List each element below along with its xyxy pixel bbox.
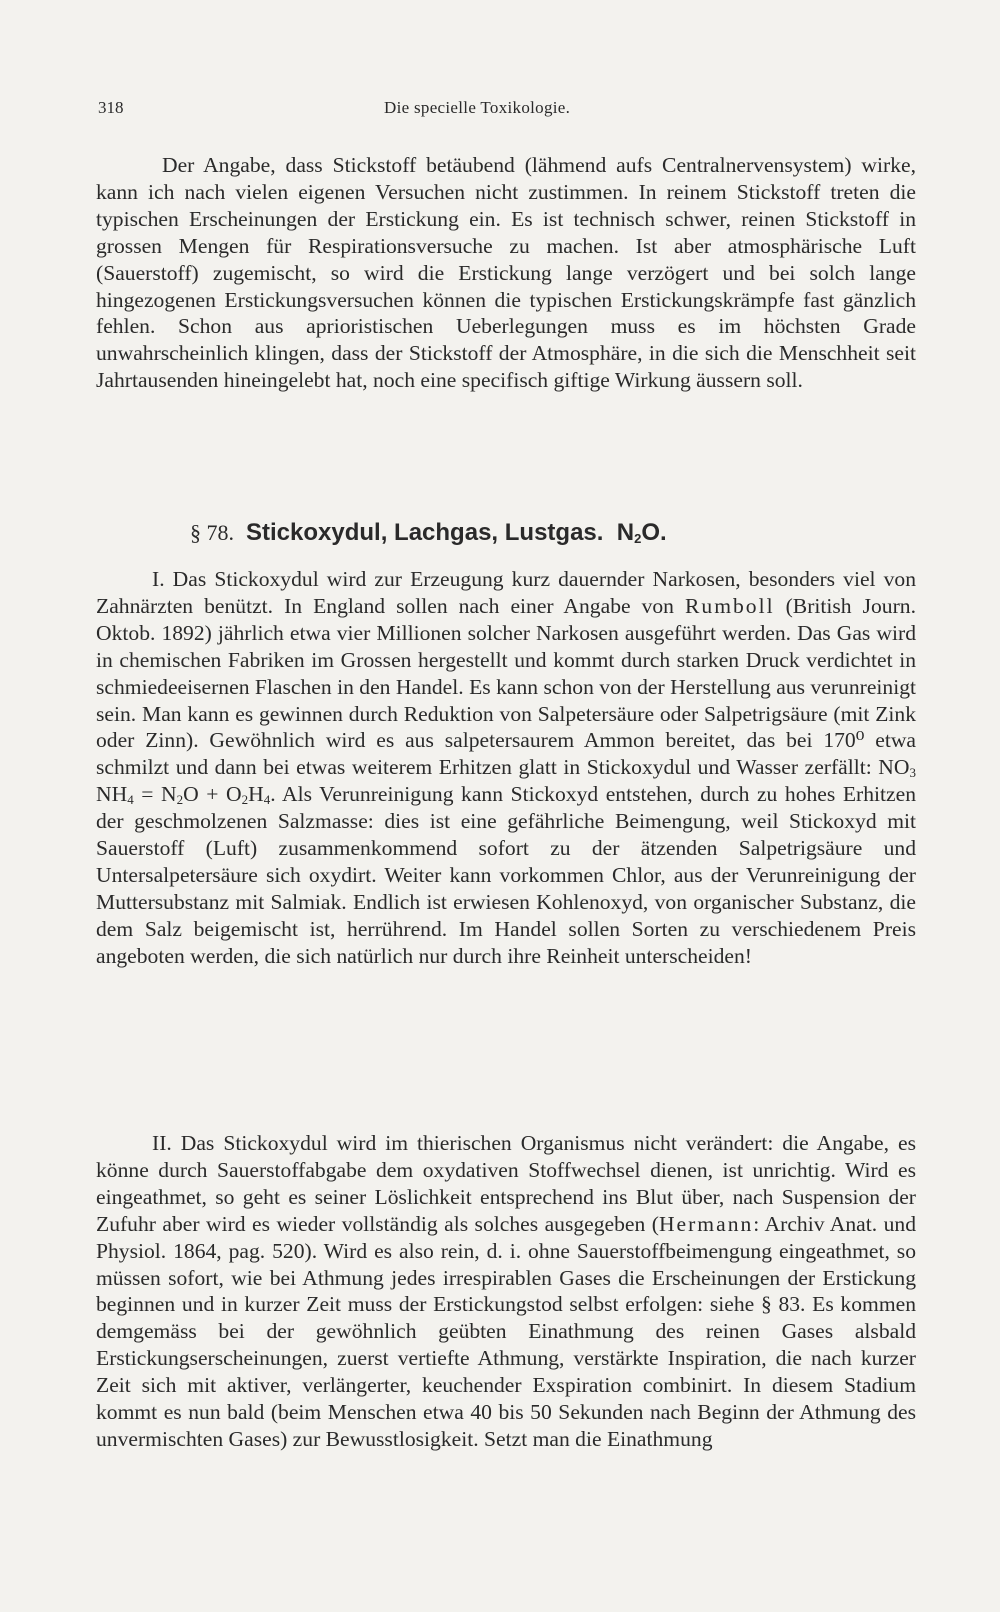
section-formula bbox=[610, 519, 667, 546]
page-number: 318 bbox=[98, 98, 124, 117]
section-number: § 78. bbox=[190, 520, 234, 545]
formula-subscript: 2 bbox=[634, 531, 642, 546]
running-head bbox=[98, 98, 918, 128]
author-name: Hermann bbox=[658, 1211, 754, 1236]
text-run: NH bbox=[96, 782, 128, 807]
text-run: . Als Verunreinigung kann Stickoxyd entstehen, durch zu hohes Erhitzen der geschmolzenen Salzmasse: dies ist eine gefährliche Beimengung, weil Stickoxyd mit Sauerstoff (Luft) zusammenkommend sofort zu der ätzenden Salpetrigsäure und Untersalpetersäure sich oxydirt. Weiter kann vorkommen Chlor, aus der Verunreinigung der Muttersubstanz mit Salmiak. Endlich ist erwiesen Kohlenoxyd, von organischer Substanz, die dem Salz beigemischt ist, herrührend. Im Handel sollen Sorten zu verschiedenem Preis angeboten werden, die sich natürlich nur durch ihre Reinheit unterscheiden! bbox=[96, 782, 916, 968]
text-run: = N bbox=[133, 782, 177, 807]
subscript: 2 bbox=[241, 792, 249, 808]
formula-o: O. bbox=[641, 519, 667, 546]
author-name: Rumboll bbox=[685, 593, 775, 618]
text-run: (British Journ. Oktob. 1892) jährlich etwa vier Millionen solcher Narkosen ausgeführt werden. Das Gas wird in chemischen Fabriken im Grossen hergestellt und kommt durch starken Druck verdichtet in schmiedeeisernen Flaschen in den Handel. Es kann schon von der Herstellung aus verunreinigt sein. Man kann es gewinnen durch Reduktion von Salpetersäure oder Salpetrigsäure (mit Zink oder Zinn). Gewöhnlich wird es aus salpetersaurem Ammon bereitet, das bei 170⁰ etwa schmilzt und dann bei etwas weiterem Erhitzen glatt in Stickoxydul und Wasser zerfällt: NO bbox=[96, 593, 916, 780]
subscript: 4 bbox=[127, 792, 134, 808]
section-title: Stickoxydul, Lachgas, Lustgas. bbox=[246, 519, 604, 546]
subscript: 4 bbox=[263, 792, 271, 808]
section-heading bbox=[190, 519, 830, 547]
paragraph-text: Der Angabe, dass Stickstoff betäubend (lähmend aufs Centralnervensystem) wirke, kann ich nach vielen eigenen Versuchen nicht zustimmen. In reinem Stickstoff treten die typischen Erscheinungen der Erstickung ein. Es ist technisch schwer, reinen Stickstoff in grossen Mengen für Respirationsversuche zu machen. Ist aber atmosphärische Luft (Sauerstoff) zugemischt, so wird die Erstickung lange verzögert und bei solch lange hingezogenen Erstickungsversuchen können die typischen Erstickungskrämpfe fast gänzlich fehlen. Schon aus aprioristischen Ueberlegungen muss es im höchsten Grade unwahrscheinlich klingen, dass der Stickstoff der Atmosphäre, in die sich die Menschheit seit Jahrtausenden hineingelebt hat, noch eine specifisch giftige Wirkung äussern soll. bbox=[96, 153, 916, 393]
formula-n: N bbox=[616, 519, 635, 546]
paragraph-text bbox=[96, 1130, 916, 1453]
subscript: 3 bbox=[909, 765, 916, 781]
subscript: 2 bbox=[176, 792, 184, 808]
text-run: H bbox=[248, 782, 264, 807]
paragraph-section-ii bbox=[96, 1130, 916, 1453]
paragraph-nitrogen bbox=[96, 152, 916, 394]
text-run: I. Das Stickoxydul wird zur Erzeugung kurz dauernder Narkosen, besonders viel von Zahnärzten benützt. In England sollen nach einer Angabe von bbox=[96, 567, 916, 618]
text-run: : Archiv Anat. und Physiol. 1864, pag. 520). Wird es also rein, d. i. ohne Sauerstoffbeimengung eingeathmet, so müssen sofort, wie bei Athmung jedes irrespirablen Gases die Erscheinungen der Erstickung beginnen und in kurzer Zeit muss der Erstickungstod selbst erfolgen: siehe § 83. Es kommen demgemäss bei der gewöhnlich geübten Einathmung des reinen Gases alsbald Erstickungserscheinungen, zuerst vertiefte Athmung, verstärkte Inspiration, die nach kurzer Zeit sich mit aktiver, verlängerter, keuchender Exspiration combinirt. In diesem Stadium kommt es nun bald (beim Menschen etwa 40 bis 50 Sekunden nach Beginn der Athmung des unvermischten Gases) zur Bewusstlosigkeit. Setzt man die Einathmung bbox=[96, 1211, 916, 1451]
running-title: Die specielle Toxikologie. bbox=[384, 98, 571, 117]
paragraph-text bbox=[96, 566, 916, 970]
paragraph-section-i bbox=[96, 566, 916, 970]
text-run: II. Das Stickoxydul wird im thierischen Organismus nicht verändert: die Angabe, es könne durch Sauerstoffabgabe dem oxydativen Stoffwechsel dienen, ist unrichtig. Wird es eingeathmet, so geht es seiner Löslichkeit entsprechend ins Blut über, nach Suspension der Zufuhr aber wird es wieder vollständig als solches ausgegeben ( bbox=[96, 1131, 916, 1236]
text-run: O + O bbox=[183, 782, 242, 807]
